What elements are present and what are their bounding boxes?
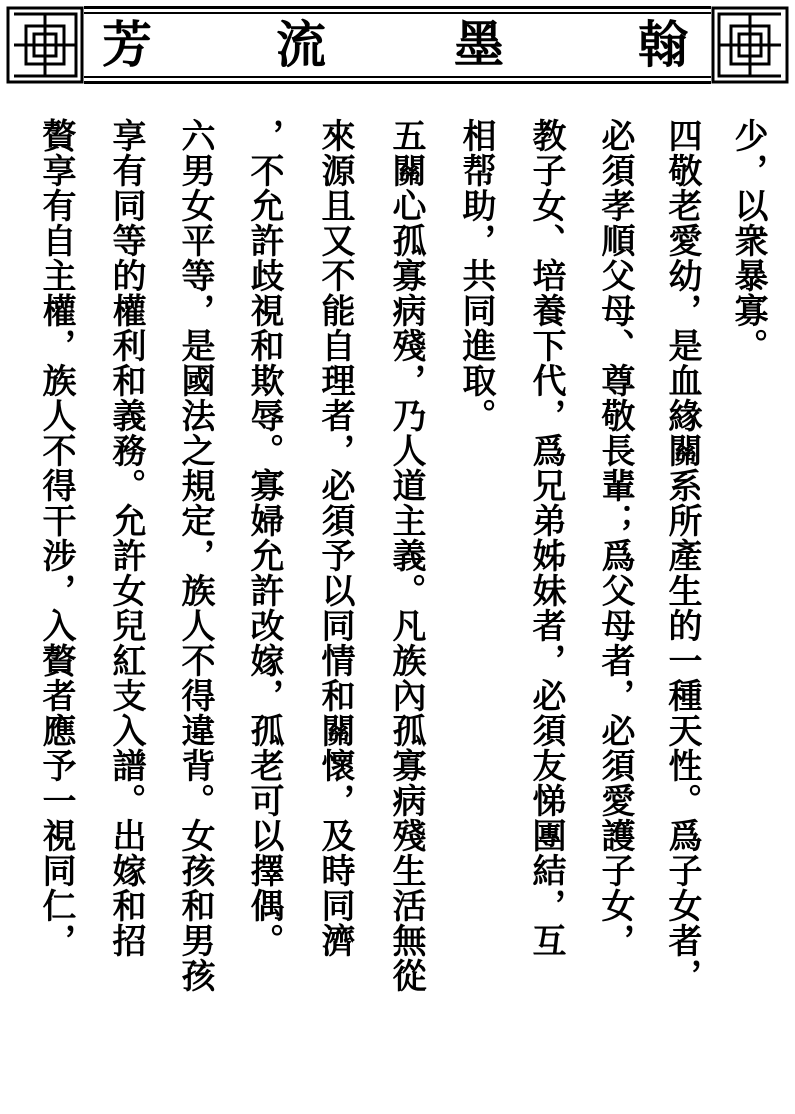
title-char-2: 流 xyxy=(276,15,326,74)
title-char-3: 墨 xyxy=(454,15,504,74)
text-column: 相帮助，共同進取。 xyxy=(456,118,496,433)
text-column: 教子女、培養下代，爲兄弟姊妹者，必須友悌團結，互 xyxy=(526,118,566,958)
text-column: 來源且又不能自理者，必須予以同情和關懷，及時同濟 xyxy=(315,118,355,958)
text-column: 必須孝順父母、尊敬長輩；爲父母者，必須愛護子女， xyxy=(595,118,635,958)
header-banner xyxy=(6,6,789,84)
text-column: 六男女平等，是國法之規定，族人不得違背。女孩和男孩 xyxy=(175,118,215,993)
right-fret-ornament-icon xyxy=(711,6,789,84)
text-column: ，不允許歧視和欺辱。寡婦允許改嫁，孤老可以擇偶。 xyxy=(244,118,284,958)
text-column: 贅享有自主權，族人不得干涉，入贅者應予一視同仁， xyxy=(36,118,76,958)
text-column: 四敬老愛幼，是血緣關系所產生的一種天性。爲子女者， xyxy=(662,118,702,993)
left-fret-ornament-icon xyxy=(6,6,84,84)
text-column: 五關心孤寡病殘，乃人道主義。凡族內孤寡病殘生活無從 xyxy=(386,118,426,993)
title-char-4: 翰 xyxy=(638,15,688,74)
title-char-1: 芳 xyxy=(102,15,152,74)
text-column: 享有同等的權利和義務。允許女兒紅支入譜。出嫁和招 xyxy=(106,118,146,958)
text-column: 少，以衆暴寡。 xyxy=(728,118,768,363)
